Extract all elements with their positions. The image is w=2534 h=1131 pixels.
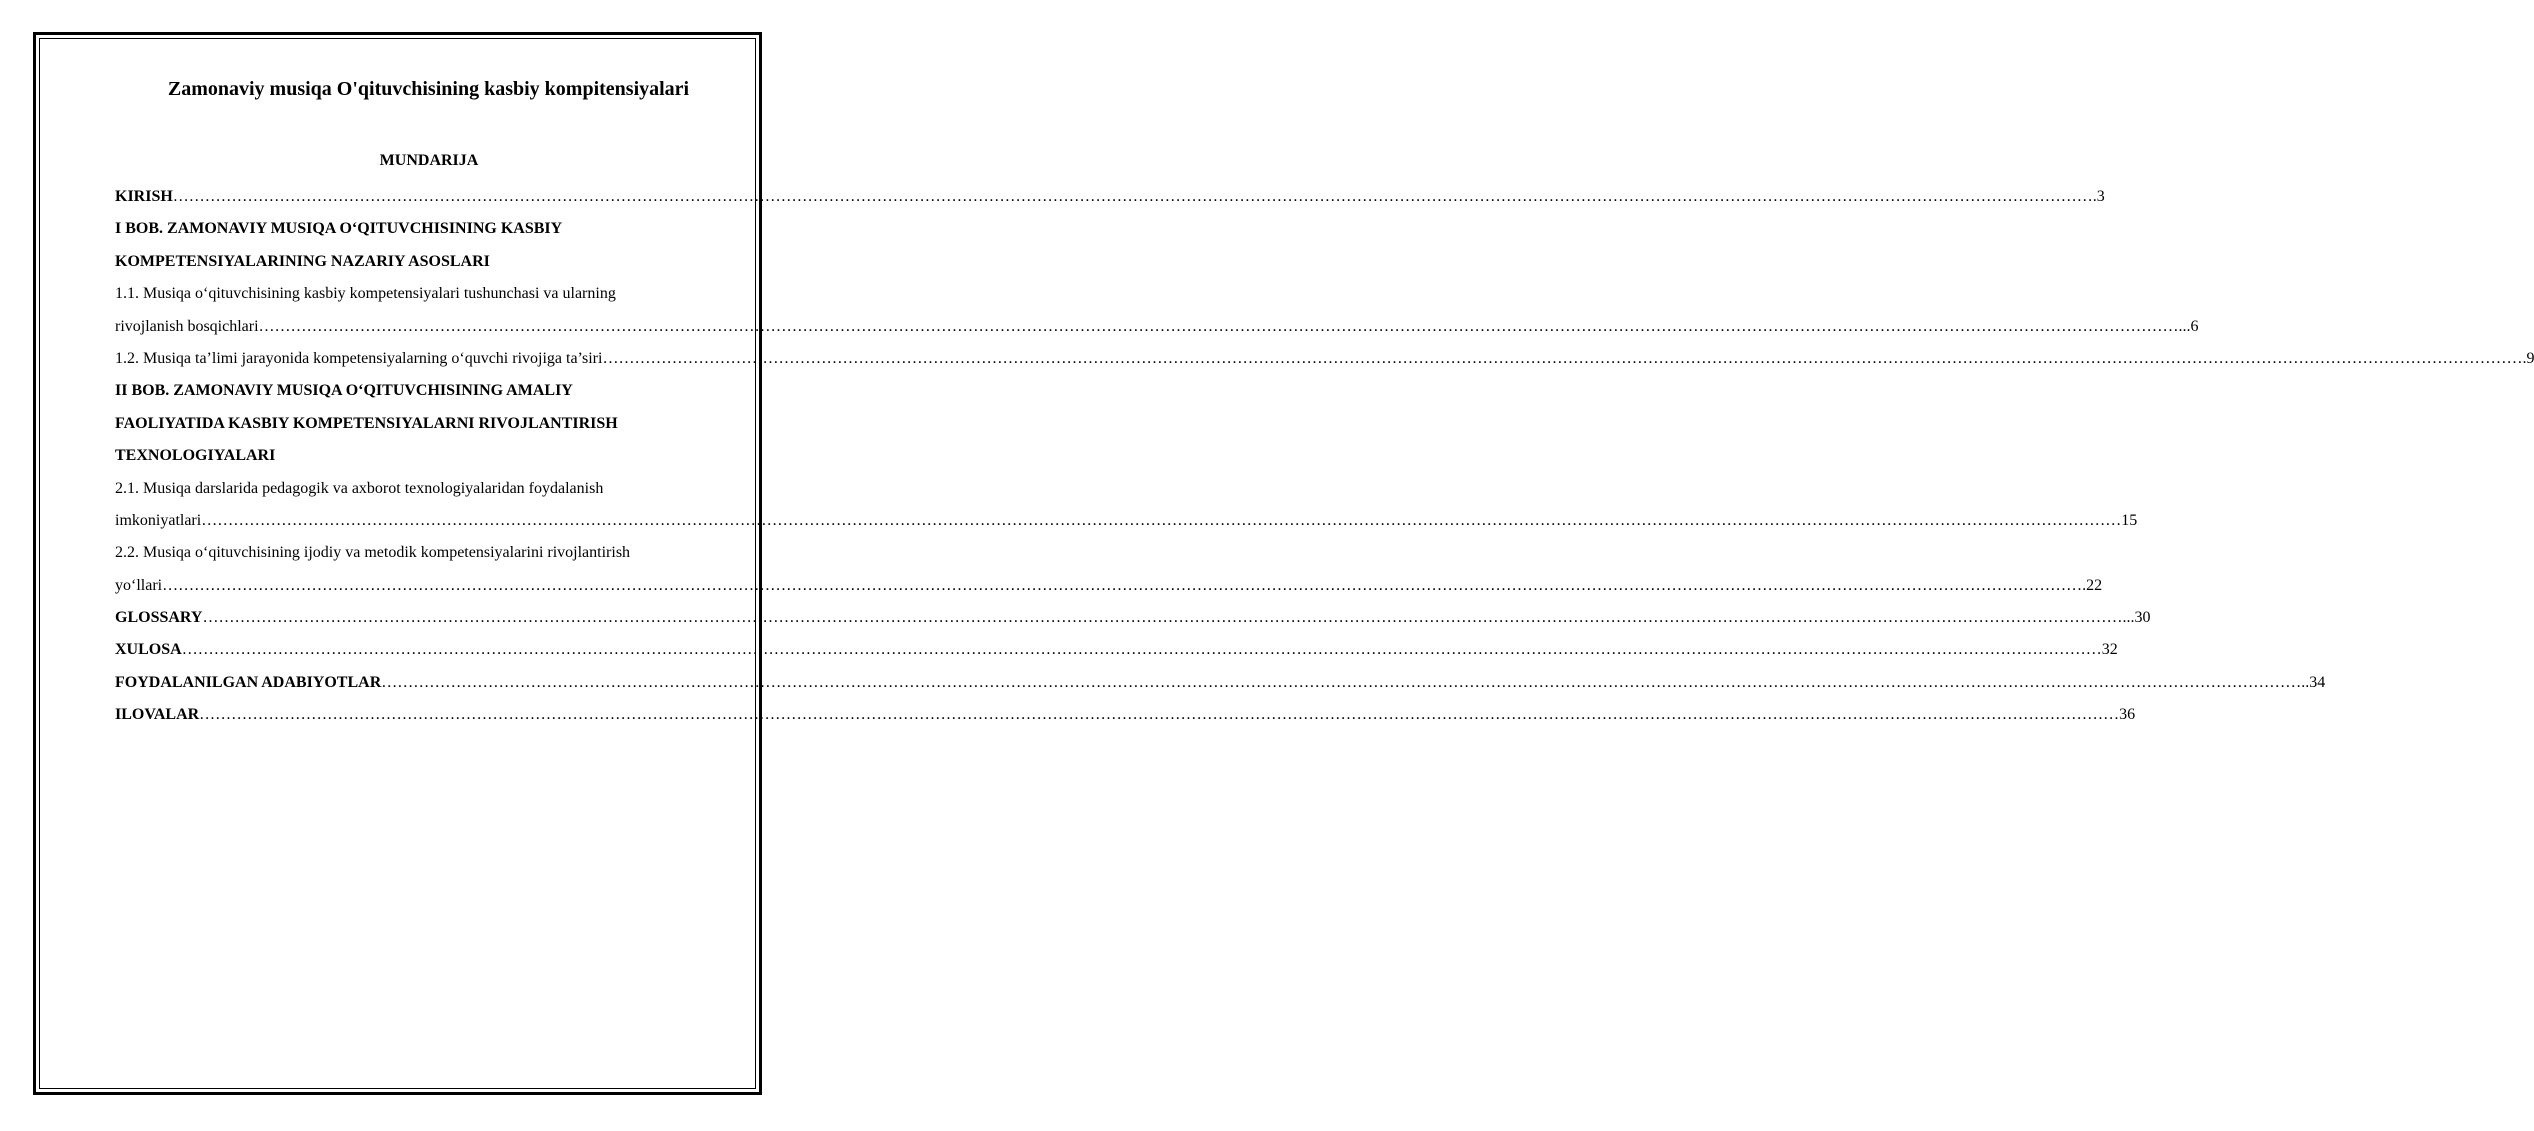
table-of-contents — [115, 181, 2534, 732]
toc-page-number: .9 — [2522, 349, 2534, 367]
toc-entry-ilovalar[interactable] — [115, 699, 2136, 731]
toc-entry-label: rivojlanish bosqichlari — [115, 317, 259, 335]
toc-leader-dots: ……………………………………………………………………………………………………………………………………………………………………………………………………………………………………………………………………………………………………………………………… — [381, 673, 2302, 691]
toc-chapter-2-line-2[interactable]: FAOLIYATIDA KASBIY KOMPETENSIYALARNI RIVOJLANTIRISH — [115, 414, 618, 432]
toc-entry-glossary[interactable] — [115, 602, 2151, 634]
document-title: Zamonaviy musiqa O'qituvchisining kasbiy kompitensiyalari — [167, 78, 690, 100]
toc-chapter-2-line-1[interactable]: II BOB. ZAMONAVIY MUSIQA O‘QITUVCHISINING AMALIY — [115, 382, 573, 400]
toc-page-number: ...30 — [2122, 609, 2151, 627]
toc-chapter-1-line-1[interactable]: I BOB. ZAMONAVIY MUSIQA O‘QITUVCHISINING KASBIY — [115, 220, 563, 238]
toc-entry-label: XULOSA — [115, 641, 182, 659]
toc-entry-label: ILOVALAR — [115, 706, 200, 724]
toc-chapter-2-line-3[interactable]: TEXNOLOGIYALARI — [115, 447, 276, 465]
toc-entry-label: KIRISH — [115, 188, 173, 205]
toc-page-number: .3 — [2092, 188, 2105, 205]
toc-section-1-1[interactable] — [115, 311, 2199, 343]
toc-entry-label: imkoniyatlari — [115, 511, 202, 529]
toc-section-2-1-line-1[interactable]: 2.1. Musiqa darslarida pedagogik va axborot texnologiyalaridan foydalanish — [115, 479, 604, 497]
toc-page-number: 32 — [2101, 641, 2118, 659]
toc-page-number: 36 — [2119, 706, 2136, 724]
toc-leader-dots: ……………………………………………………………………………………………………………………………………………………………………………………………………………………………………………………………………………………………………………………………… — [258, 317, 2179, 335]
toc-leader-dots: ……………………………………………………………………………………………………………………………………………………………………………………………………………………………………………………………………………………………………………………………… — [199, 706, 2120, 724]
toc-page-number: ..34 — [2301, 673, 2326, 691]
toc-page-number: ...6 — [2178, 317, 2199, 335]
toc-entry-label: 1.2. Musiqa ta’limi jarayonida kompetensiyalarning o‘quvchi rivojiga ta’siri — [115, 349, 603, 367]
toc-page-number: 15 — [2121, 511, 2138, 529]
toc-leader-dots: ……………………………………………………………………………………………………………………………………………………………………………………………………………………………………………………………………………………………………………………………… — [181, 641, 2102, 659]
toc-leader-dots: ……………………………………………………………………………………………………………………………………………………………………………………………………………………………………………………………………………………………………………………………… — [602, 349, 2523, 367]
toc-section-1-1-line-1[interactable]: 1.1. Musiqa o‘qituvchisining kasbiy kompetensiyalari tushunchasi va ularning — [115, 285, 616, 303]
toc-chapter-1-line-2[interactable]: KOMPETENSIYALARINING NAZARIY ASOSLARI — [115, 252, 490, 270]
toc-leader-dots: ……………………………………………………………………………………………………………………………………………………………………………………………………………………………………………………………………………………………………………………………… — [202, 609, 2123, 627]
toc-leader-dots: ……………………………………………………………………………………………………………………………………………………………………………………………………………………………………………………………………………………………………………………………… — [201, 511, 2122, 529]
toc-section-2-2-line-1[interactable]: 2.2. Musiqa o‘qituvchisining ijodiy va metodik kompetensiyalarini rivojlantirish — [115, 544, 631, 562]
toc-entry-kirish[interactable] — [115, 181, 2105, 213]
toc-heading: MUNDARIJA — [379, 152, 479, 169]
toc-entry-adabiyotlar[interactable] — [115, 667, 2326, 699]
toc-entry-xulosa[interactable] — [115, 634, 2118, 666]
toc-leader-dots: ……………………………………………………………………………………………………………………………………………………………………………………………………………………………………………………………………………………………………………………………… — [172, 188, 2093, 205]
toc-section-2-1[interactable] — [115, 505, 2138, 537]
toc-entry-label: GLOSSARY — [115, 609, 203, 627]
toc-page-number: .22 — [2082, 576, 2103, 594]
toc-section-1-2[interactable] — [115, 343, 2534, 375]
toc-entry-label: FOYDALANILGAN ADABIYOTLAR — [115, 673, 382, 691]
toc-section-2-2[interactable] — [115, 570, 2103, 602]
toc-entry-label: yo‘llari — [115, 576, 163, 594]
toc-leader-dots: ……………………………………………………………………………………………………………………………………………………………………………………………………………………………………………………………………………………………………………………………… — [162, 576, 2083, 594]
